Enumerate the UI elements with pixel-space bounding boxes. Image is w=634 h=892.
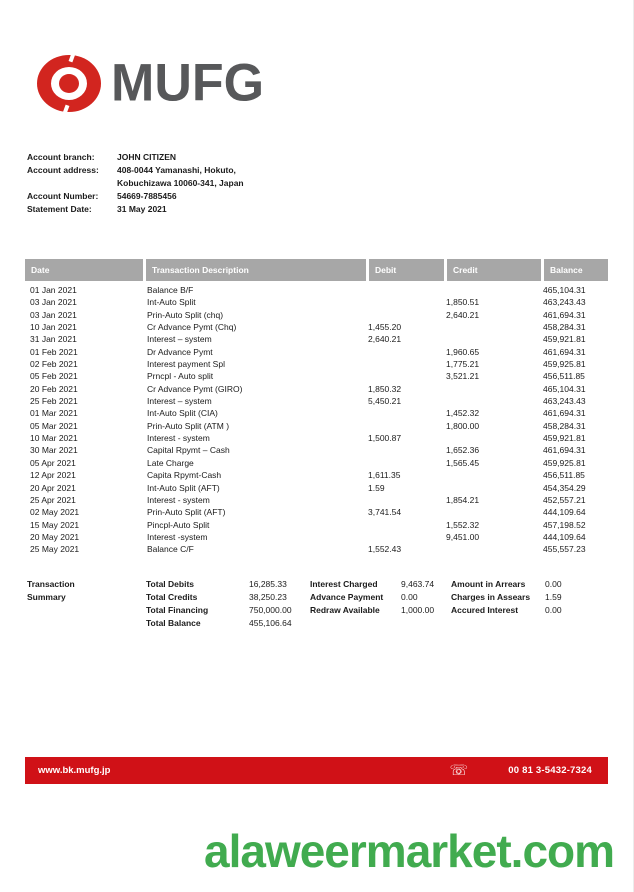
cell-debit: 5,450.21	[368, 396, 402, 407]
table-row	[25, 432, 608, 444]
cell-credit: 1,850.51	[446, 297, 480, 308]
cell-description: Interest payment Spl	[147, 359, 225, 370]
brand-name: MUFG	[111, 53, 265, 113]
summary-label: Total Balance	[146, 618, 201, 628]
cell-debit	[366, 531, 444, 543]
account-field-value: 31 May 2021	[117, 204, 167, 214]
cell-credit	[444, 321, 541, 333]
account-field-label: Account Number:	[27, 191, 99, 201]
summary-label: Amount in Arrears	[451, 579, 526, 589]
table-row	[25, 482, 608, 494]
cell-description: Int-Auto Split	[147, 297, 196, 308]
summary-value	[401, 617, 451, 630]
summary-title: Summary	[27, 592, 66, 602]
table-row	[25, 321, 608, 333]
account-field	[27, 203, 244, 216]
summary-title	[27, 617, 146, 630]
cell-credit: 1,800.00	[446, 420, 480, 431]
summary-value: 0.00	[545, 579, 562, 589]
cell-balance: 459,925.81	[543, 457, 586, 468]
table-body	[25, 284, 608, 556]
summary-label: Advance Payment	[310, 592, 384, 602]
summary-label	[451, 617, 545, 630]
table-row	[25, 531, 608, 543]
cell-debit: 1,500.87	[368, 433, 402, 444]
cell-balance: 461,694.31	[543, 309, 586, 320]
cell-description: Capital Rpymt – Cash	[147, 445, 230, 456]
cell-credit: 1,552.32	[446, 519, 480, 530]
summary-value: 0.00	[401, 592, 418, 602]
footer-bar	[25, 757, 608, 784]
cell-description: Cr Advance Pymt (Chq)	[147, 322, 237, 333]
account-field-value: JOHN CITIZEN	[117, 152, 177, 162]
summary-value: 455,106.64	[249, 618, 292, 628]
cell-date: 05 Feb 2021	[30, 371, 78, 382]
cell-date: 10 Jan 2021	[30, 322, 77, 333]
summary-value: 9,463.74	[401, 579, 435, 589]
summary-value: 1.59	[545, 592, 562, 602]
cell-date: 25 Apr 2021	[30, 494, 76, 505]
transaction-table	[25, 259, 608, 556]
cell-debit	[366, 370, 444, 382]
cell-credit	[444, 383, 541, 395]
cell-date: 02 May 2021	[30, 507, 80, 518]
table-header	[25, 259, 608, 281]
cell-description: Int-Auto Split (AFT)	[147, 482, 220, 493]
summary-title: Transaction	[27, 579, 75, 589]
cell-balance: 459,925.81	[543, 359, 586, 370]
cell-credit: 1,960.65	[446, 346, 480, 357]
cell-debit: 1.59	[368, 482, 385, 493]
table-row	[25, 543, 608, 555]
cell-date: 01 Mar 2021	[30, 408, 78, 419]
table-row	[25, 420, 608, 432]
cell-date: 25 Feb 2021	[30, 396, 78, 407]
cell-date: 12 Apr 2021	[30, 470, 76, 481]
column-header-description: Transaction Description	[143, 259, 366, 281]
column-header-credit: Credit	[444, 259, 541, 281]
summary-label: Interest Charged	[310, 579, 378, 589]
transaction-summary	[27, 578, 608, 630]
summary-value	[545, 617, 608, 630]
cell-description: Dr Advance Pymt	[147, 346, 213, 357]
cell-credit: 3,521.21	[446, 371, 480, 382]
cell-date: 05 Apr 2021	[30, 457, 76, 468]
cell-balance: 459,921.81	[543, 433, 586, 444]
cell-debit: 1,850.32	[368, 383, 402, 394]
cell-debit: 3,741.54	[368, 507, 402, 518]
cell-credit	[444, 395, 541, 407]
cell-description: Prncpl - Auto split	[147, 371, 214, 382]
cell-description: Interest - system	[147, 433, 210, 444]
cell-credit: 1,775.21	[446, 359, 480, 370]
cell-credit	[444, 284, 541, 296]
cell-date: 01 Feb 2021	[30, 346, 78, 357]
cell-date: 03 Jan 2021	[30, 309, 77, 320]
cell-credit: 9,451.00	[446, 531, 480, 542]
cell-credit	[444, 432, 541, 444]
cell-debit: 2,640.21	[368, 334, 402, 345]
cell-balance: 461,694.31	[543, 408, 586, 419]
summary-value: 0.00	[545, 605, 562, 615]
cell-balance: 456,511.85	[543, 371, 585, 382]
summary-title	[27, 604, 146, 617]
cell-description: Interest – system	[147, 334, 212, 345]
column-header-balance: Balance	[541, 259, 608, 281]
account-field-label: Account branch:	[27, 152, 95, 162]
cell-balance: 458,284.31	[543, 322, 586, 333]
cell-date: 30 Mar 2021	[30, 445, 78, 456]
cell-balance: 454,354.29	[543, 482, 586, 493]
summary-value: 750,000.00	[249, 605, 292, 615]
cell-debit	[366, 309, 444, 321]
table-row	[25, 370, 608, 382]
cell-description: Late Charge	[147, 457, 194, 468]
cell-description: Int-Auto Split (CIA)	[147, 408, 218, 419]
cell-credit	[444, 482, 541, 494]
account-field	[27, 190, 244, 203]
cell-debit	[366, 296, 444, 308]
summary-label: Accured Interest	[451, 605, 519, 615]
summary-value: 38,250.23	[249, 592, 287, 602]
cell-balance: 465,104.31	[543, 285, 586, 295]
cell-date: 15 May 2021	[30, 519, 80, 530]
summary-label: Total Credits	[146, 592, 198, 602]
mufg-logo-icon	[37, 55, 101, 112]
cell-credit	[444, 333, 541, 345]
brand-logo	[37, 55, 264, 112]
cell-balance: 444,109.64	[543, 531, 586, 542]
cell-balance: 465,104.31	[543, 383, 586, 394]
cell-description: Balance B/F	[147, 285, 194, 295]
cell-date: 20 May 2021	[30, 531, 80, 542]
table-row	[25, 519, 608, 531]
account-info	[27, 151, 244, 216]
cell-description: Prin-Auto Split (ATM )	[147, 420, 230, 431]
cell-description: Cr Advance Pymt (GIRO)	[147, 383, 243, 394]
table-row	[25, 506, 608, 518]
cell-date: 02 Feb 2021	[30, 359, 78, 370]
table-row	[25, 333, 608, 345]
telephone-icon: ☏	[449, 761, 469, 779]
account-field-value: 408-0044 Yamanashi, Hokuto, Kobuchizawa 10060-341, Japan	[117, 165, 244, 188]
table-row	[25, 284, 608, 296]
cell-balance: 452,557.21	[543, 494, 586, 505]
cell-debit: 1,611.35	[368, 470, 401, 481]
cell-credit	[444, 543, 541, 555]
cell-credit: 1,854.21	[446, 494, 480, 505]
cell-debit	[366, 444, 444, 456]
watermark-text: alaweermarket.com	[204, 825, 615, 877]
account-field-label: Account address:	[27, 165, 99, 175]
cell-debit	[366, 284, 444, 296]
cell-credit	[444, 506, 541, 518]
table-row	[25, 346, 608, 358]
cell-date: 31 Jan 2021	[30, 334, 77, 345]
cell-description: Prin-Auto Split (chq)	[147, 309, 224, 320]
cell-credit: 2,640.21	[446, 309, 480, 320]
cell-debit	[366, 494, 444, 506]
cell-balance: 458,284.31	[543, 420, 586, 431]
cell-balance: 444,109.64	[543, 507, 586, 518]
summary-value: 1,000.00	[401, 605, 435, 615]
table-row	[25, 383, 608, 395]
summary-label: Redraw Available	[310, 605, 380, 615]
cell-debit	[366, 519, 444, 531]
cell-debit	[366, 457, 444, 469]
footer-website: www.bk.mufg.jp	[38, 765, 111, 776]
cell-credit	[444, 469, 541, 481]
table-row	[25, 407, 608, 419]
cell-date: 03 Jan 2021	[30, 297, 77, 308]
account-field	[27, 151, 244, 164]
column-header-debit: Debit	[366, 259, 444, 281]
table-row	[25, 469, 608, 481]
cell-credit: 1,652.36	[446, 445, 480, 456]
cell-description: Prin-Auto Split (AFT)	[147, 507, 226, 518]
cell-debit	[366, 358, 444, 370]
summary-label: Total Financing	[146, 605, 209, 615]
cell-date: 20 Apr 2021	[30, 482, 76, 493]
summary-label: Charges in Assears	[451, 592, 531, 602]
table-row	[25, 444, 608, 456]
cell-balance: 455,557.23	[543, 544, 586, 555]
cell-debit	[366, 407, 444, 419]
cell-description: Pincpl-Auto Split	[147, 519, 210, 530]
cell-debit	[366, 420, 444, 432]
table-row	[25, 358, 608, 370]
cell-debit: 1,455.20	[368, 322, 402, 333]
cell-date: 25 May 2021	[30, 544, 80, 555]
column-header-date: Date	[31, 265, 50, 275]
cell-description: Balance C/F	[147, 544, 194, 555]
cell-balance: 461,694.31	[543, 445, 586, 456]
cell-description: Interest – system	[147, 396, 212, 407]
account-field-value: 54669-7885456	[117, 191, 177, 201]
summary-label	[310, 617, 401, 630]
cell-credit: 1,452.32	[446, 408, 480, 419]
cell-debit: 1,552.43	[368, 544, 402, 555]
summary-value: 16,285.33	[249, 579, 287, 589]
cell-description: Interest - system	[147, 494, 210, 505]
cell-balance: 457,198.52	[543, 519, 586, 530]
cell-description: Capita Rpymt-Cash	[147, 470, 222, 481]
cell-date: 05 Mar 2021	[30, 420, 78, 431]
account-field	[27, 164, 244, 190]
cell-description: Interest -system	[147, 531, 208, 542]
cell-balance: 456,511.85	[543, 470, 585, 481]
table-row	[25, 395, 608, 407]
cell-balance: 463,243.43	[543, 396, 586, 407]
table-row	[25, 457, 608, 469]
account-field-label: Statement Date:	[27, 204, 92, 214]
cell-date: 01 Jan 2021	[30, 285, 77, 295]
cell-date: 10 Mar 2021	[30, 433, 78, 444]
footer-phone-number: 00 81 3-5432-7324	[508, 765, 592, 776]
cell-date: 20 Feb 2021	[30, 383, 78, 394]
table-row	[25, 296, 608, 308]
summary-label: Total Debits	[146, 579, 195, 589]
cell-balance: 463,243.43	[543, 297, 586, 308]
cell-credit: 1,565.45	[446, 457, 480, 468]
table-row	[25, 309, 608, 321]
cell-debit	[366, 346, 444, 358]
cell-balance: 459,921.81	[543, 334, 586, 345]
cell-balance: 461,694.31	[543, 346, 586, 357]
table-row	[25, 494, 608, 506]
